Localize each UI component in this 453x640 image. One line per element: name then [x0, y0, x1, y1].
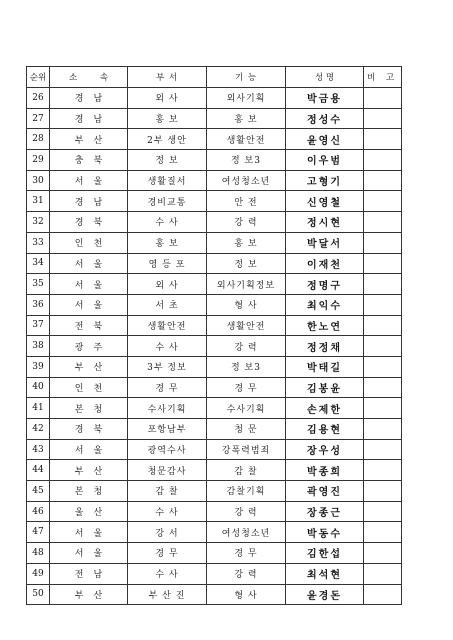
table-row — [27, 419, 402, 440]
affiliation-cell: 경남 — [50, 191, 128, 212]
rank-cell: 38 — [27, 336, 50, 357]
remarks-cell — [364, 481, 402, 502]
function-cell: 강 력 — [207, 501, 286, 522]
remarks-cell — [364, 150, 402, 171]
table-row — [27, 150, 402, 171]
name-cell: 김한섭 — [286, 543, 364, 564]
remarks-cell — [364, 253, 402, 274]
affiliation-cell: 부산 — [50, 460, 128, 481]
table-row — [27, 274, 402, 295]
table-row — [27, 336, 402, 357]
table-row — [27, 232, 402, 253]
remarks-cell — [364, 543, 402, 564]
affiliation-cell: 인천 — [50, 377, 128, 398]
department-cell: 생활질서 — [128, 170, 207, 191]
rank-cell: 45 — [27, 481, 50, 502]
department-cell: 외 사 — [128, 274, 207, 295]
table-row — [27, 88, 402, 109]
affiliation-cell: 광주 — [50, 336, 128, 357]
rank-cell: 34 — [27, 253, 50, 274]
department-cell: 포항남부 — [128, 419, 207, 440]
name-cell: 최익수 — [286, 294, 364, 315]
rank-cell: 31 — [27, 191, 50, 212]
affiliation-cell: 부산 — [50, 129, 128, 150]
header-name: 성 명 — [286, 67, 364, 88]
remarks-cell — [364, 419, 402, 440]
remarks-cell — [364, 191, 402, 212]
name-cell: 이우범 — [286, 150, 364, 171]
department-cell: 수 사 — [128, 501, 207, 522]
rank-cell: 46 — [27, 501, 50, 522]
table-header-row — [27, 67, 402, 88]
rank-cell: 30 — [27, 170, 50, 191]
rank-cell: 39 — [27, 356, 50, 377]
remarks-cell — [364, 522, 402, 543]
remarks-cell — [364, 88, 402, 109]
rank-cell: 29 — [27, 150, 50, 171]
table-row — [27, 108, 402, 129]
remarks-cell — [364, 439, 402, 460]
rank-cell: 36 — [27, 294, 50, 315]
function-cell: 정 보3 — [207, 150, 286, 171]
table-row — [27, 191, 402, 212]
department-cell: 수 사 — [128, 563, 207, 584]
function-cell: 청 문 — [207, 419, 286, 440]
name-cell: 박동수 — [286, 522, 364, 543]
name-cell: 정시현 — [286, 212, 364, 233]
table-row — [27, 460, 402, 481]
table-row — [27, 543, 402, 564]
header-affiliation: 소 속 — [50, 67, 128, 88]
function-cell: 홍 보 — [207, 108, 286, 129]
rank-cell: 50 — [27, 584, 50, 605]
department-cell: 경 무 — [128, 543, 207, 564]
rank-cell: 42 — [27, 419, 50, 440]
department-cell: 청문감사 — [128, 460, 207, 481]
department-cell: 감 찰 — [128, 481, 207, 502]
remarks-cell — [364, 563, 402, 584]
remarks-cell — [364, 212, 402, 233]
name-cell: 정성수 — [286, 108, 364, 129]
affiliation-cell: 전남 — [50, 563, 128, 584]
affiliation-cell: 경남 — [50, 108, 128, 129]
table-row — [27, 563, 402, 584]
affiliation-cell: 경남 — [50, 88, 128, 109]
rank-cell: 26 — [27, 88, 50, 109]
table-row — [27, 398, 402, 419]
name-cell: 김용현 — [286, 419, 364, 440]
affiliation-cell: 서울 — [50, 170, 128, 191]
remarks-cell — [364, 315, 402, 336]
remarks-cell — [364, 232, 402, 253]
function-cell: 형 사 — [207, 294, 286, 315]
function-cell: 생활안전 — [207, 315, 286, 336]
affiliation-cell: 울산 — [50, 501, 128, 522]
rank-cell: 49 — [27, 563, 50, 584]
table-row — [27, 481, 402, 502]
name-cell: 곽영진 — [286, 481, 364, 502]
table-row — [27, 584, 402, 605]
remarks-cell — [364, 356, 402, 377]
remarks-cell — [364, 170, 402, 191]
department-cell: 생활안전 — [128, 315, 207, 336]
rank-cell: 47 — [27, 522, 50, 543]
department-cell: 영 등 포 — [128, 253, 207, 274]
rank-cell: 35 — [27, 274, 50, 295]
remarks-cell — [364, 274, 402, 295]
remarks-cell — [364, 377, 402, 398]
name-cell: 정정채 — [286, 336, 364, 357]
name-cell: 신영철 — [286, 191, 364, 212]
name-cell: 이재천 — [286, 253, 364, 274]
department-cell: 강 서 — [128, 522, 207, 543]
function-cell: 여성청소년 — [207, 170, 286, 191]
function-cell: 강 력 — [207, 563, 286, 584]
rank-cell: 44 — [27, 460, 50, 481]
name-cell: 정명구 — [286, 274, 364, 295]
remarks-cell — [364, 294, 402, 315]
function-cell: 외사기획 — [207, 88, 286, 109]
ranking-table — [26, 66, 402, 605]
name-cell: 윤영신 — [286, 129, 364, 150]
rank-cell: 28 — [27, 129, 50, 150]
affiliation-cell: 부산 — [50, 356, 128, 377]
rank-cell: 32 — [27, 212, 50, 233]
affiliation-cell: 서울 — [50, 294, 128, 315]
table-row — [27, 501, 402, 522]
affiliation-cell: 본청 — [50, 481, 128, 502]
affiliation-cell: 인천 — [50, 232, 128, 253]
affiliation-cell: 서울 — [50, 543, 128, 564]
remarks-cell — [364, 501, 402, 522]
name-cell: 고형기 — [286, 170, 364, 191]
rank-cell: 33 — [27, 232, 50, 253]
function-cell: 외사기획정보 — [207, 274, 286, 295]
name-cell: 박금용 — [286, 88, 364, 109]
name-cell: 김봉윤 — [286, 377, 364, 398]
affiliation-cell: 경북 — [50, 419, 128, 440]
function-cell: 강 력 — [207, 336, 286, 357]
department-cell: 정 보 — [128, 150, 207, 171]
affiliation-cell: 서울 — [50, 274, 128, 295]
department-cell: 수사기획 — [128, 398, 207, 419]
table-row — [27, 170, 402, 191]
table-row — [27, 439, 402, 460]
department-cell: 경 무 — [128, 377, 207, 398]
name-cell: 한노연 — [286, 315, 364, 336]
name-cell: 윤경돈 — [286, 584, 364, 605]
department-cell: 3부 정보 — [128, 356, 207, 377]
name-cell: 장우성 — [286, 439, 364, 460]
affiliation-cell: 서울 — [50, 439, 128, 460]
table-row — [27, 356, 402, 377]
affiliation-cell: 본청 — [50, 398, 128, 419]
table-row — [27, 522, 402, 543]
department-cell: 홍 보 — [128, 108, 207, 129]
name-cell: 박태길 — [286, 356, 364, 377]
function-cell: 정 보 — [207, 253, 286, 274]
table-row — [27, 212, 402, 233]
department-cell: 서 초 — [128, 294, 207, 315]
department-cell: 수 사 — [128, 336, 207, 357]
remarks-cell — [364, 108, 402, 129]
department-cell: 외 사 — [128, 88, 207, 109]
department-cell: 경비교통 — [128, 191, 207, 212]
header-remarks: 비 고 — [364, 67, 402, 88]
name-cell: 박달서 — [286, 232, 364, 253]
function-cell: 형 사 — [207, 584, 286, 605]
affiliation-cell: 서울 — [50, 253, 128, 274]
header-department: 부 서 — [128, 67, 207, 88]
affiliation-cell: 서울 — [50, 522, 128, 543]
remarks-cell — [364, 129, 402, 150]
function-cell: 수사기획 — [207, 398, 286, 419]
name-cell: 장종근 — [286, 501, 364, 522]
department-cell: 광역수사 — [128, 439, 207, 460]
department-cell: 부 산 진 — [128, 584, 207, 605]
function-cell: 강 력 — [207, 212, 286, 233]
function-cell: 생활안전 — [207, 129, 286, 150]
table-row — [27, 315, 402, 336]
name-cell: 최석현 — [286, 563, 364, 584]
department-cell: 수 사 — [128, 212, 207, 233]
function-cell: 홍 보 — [207, 232, 286, 253]
affiliation-cell: 충북 — [50, 150, 128, 171]
rank-cell: 27 — [27, 108, 50, 129]
remarks-cell — [364, 336, 402, 357]
function-cell: 감찰기획 — [207, 481, 286, 502]
department-cell: 2부 생안 — [128, 129, 207, 150]
department-cell: 홍 보 — [128, 232, 207, 253]
function-cell: 강폭력범죄 — [207, 439, 286, 460]
function-cell: 경 무 — [207, 377, 286, 398]
header-rank: 순위 — [27, 67, 50, 88]
table-row — [27, 129, 402, 150]
rank-cell: 41 — [27, 398, 50, 419]
function-cell: 경 무 — [207, 543, 286, 564]
function-cell: 정 보3 — [207, 356, 286, 377]
remarks-cell — [364, 584, 402, 605]
rank-cell: 48 — [27, 543, 50, 564]
table-row — [27, 294, 402, 315]
name-cell: 박종희 — [286, 460, 364, 481]
affiliation-cell: 부산 — [50, 584, 128, 605]
rank-cell: 43 — [27, 439, 50, 460]
table-body — [27, 88, 402, 605]
rank-cell: 37 — [27, 315, 50, 336]
function-cell: 감 찰 — [207, 460, 286, 481]
affiliation-cell: 경북 — [50, 212, 128, 233]
ranking-table-sheet — [26, 66, 401, 605]
function-cell: 안 전 — [207, 191, 286, 212]
name-cell: 손제한 — [286, 398, 364, 419]
rank-cell: 40 — [27, 377, 50, 398]
table-row — [27, 377, 402, 398]
table-row — [27, 253, 402, 274]
function-cell: 여성청소년 — [207, 522, 286, 543]
remarks-cell — [364, 460, 402, 481]
affiliation-cell: 전북 — [50, 315, 128, 336]
header-function: 기 능 — [207, 67, 286, 88]
remarks-cell — [364, 398, 402, 419]
